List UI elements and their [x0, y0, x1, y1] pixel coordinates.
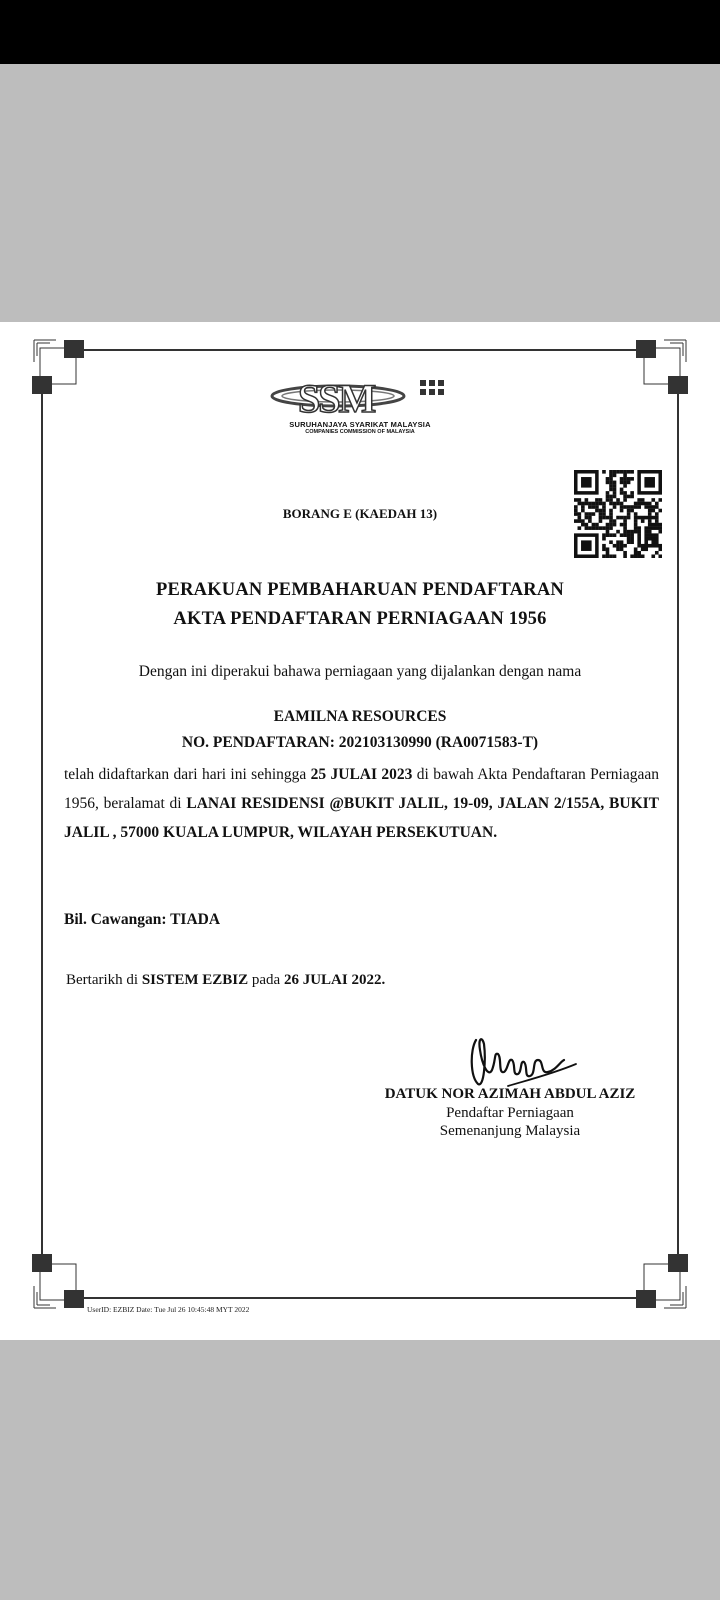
- certificate-page: [0, 322, 720, 1340]
- dated-system: SISTEM EZBIZ: [141, 972, 249, 988]
- dated-mid: pada: [248, 972, 284, 988]
- signatory-role-line1: Pendaftar Perniagaan: [446, 1105, 574, 1121]
- form-id: BORANG E (KAEDAH 13): [282, 506, 438, 521]
- statement-pre: telah didaftarkan dari hari ini sehingga: [64, 766, 311, 783]
- corner-ornament-bottom-right: [630, 1252, 690, 1312]
- business-name: EAMILNA RESOURCES: [273, 708, 447, 725]
- registration-statement: [64, 760, 659, 847]
- ssm-logo-text: SSM: [298, 376, 375, 420]
- signatory-name: DATUK NOR AZIMAH ABDUL AZIZ: [384, 1086, 636, 1102]
- frame-left: [41, 382, 43, 1262]
- agency-name-en: COMPANIES COMMISSION OF MALAYSIA: [305, 429, 415, 435]
- dated-line: [66, 972, 385, 989]
- dated-pre: Bertarikh di: [66, 972, 142, 988]
- frame-bottom: [70, 1297, 650, 1299]
- certificate-title-line2: AKTA PENDAFTARAN PERNIAGAAN 1956: [173, 609, 547, 629]
- ssm-logo-mark-icon: [268, 374, 452, 420]
- dated-date: 26 JULAI 2022.: [283, 972, 386, 988]
- branch-count: Bil. Cawangan: TIADA: [64, 911, 221, 928]
- status-bar-area: [0, 0, 720, 64]
- business-address: LANAI RESIDENSI @BUKIT JALIL, 19-09, JALAN 2/155A, BUKIT JALIL , 57000 KUALA LUMPUR, WILAYAH PERSEKUTUAN.: [64, 795, 659, 841]
- statement-mid: di bawah Akta Pendaftaran Perniagaan 1956, beralamat di: [64, 766, 659, 812]
- corner-ornament-bottom-left: [30, 1252, 90, 1312]
- ssm-logo: [268, 374, 452, 444]
- frame-right: [677, 382, 679, 1262]
- user-stamp: UserID: EZBIZ Date: Tue Jul 26 10:45:48 MYT 2022: [87, 1305, 250, 1314]
- registration-number: NO. PENDAFTARAN: 202103130990 (RA0071583-T): [181, 734, 539, 751]
- frame-top: [70, 349, 650, 351]
- certificate-title-line1: PERAKUAN PEMBAHARUAN PENDAFTARAN: [156, 580, 564, 600]
- corner-ornament-top-right: [630, 336, 690, 396]
- expiry-date: 25 JULAI 2023: [310, 766, 413, 783]
- signatory-role-line2: Semenanjung Malaysia: [439, 1123, 581, 1139]
- agency-name: SURUHANJAYA SYARIKAT MALAYSIA: [289, 420, 431, 429]
- qr-code-icon: [574, 470, 662, 558]
- signature-icon: [468, 1030, 580, 1092]
- corner-ornament-top-left: [30, 336, 90, 396]
- intro-text: Dengan ini diperakui bahawa perniagaan yang dijalankan dengan nama: [138, 663, 582, 680]
